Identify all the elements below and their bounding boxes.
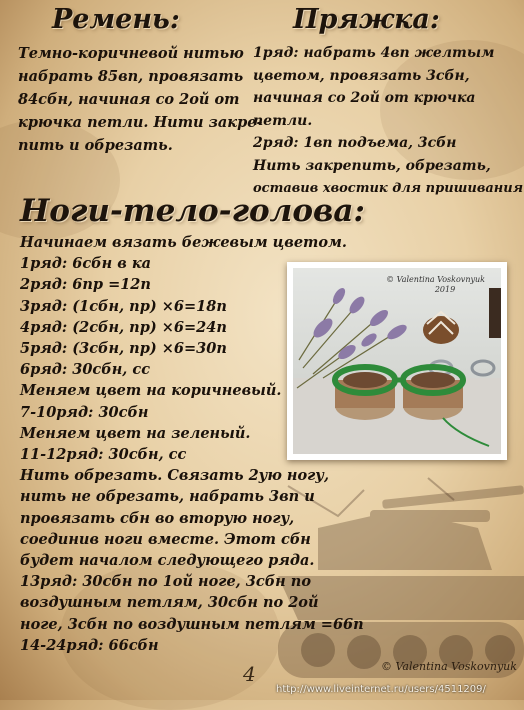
legs-line: нить не обрезать, набрать 3вп и [20, 488, 315, 506]
legs-line: 4ряд: (2сбн, пр) ×6=24п [20, 318, 227, 336]
legs-line: 2ряд: 6пр =12п [20, 276, 151, 294]
strap-instructions [18, 42, 262, 157]
legs-line: ноге, 3сбн по воздушным петлям =66п [20, 615, 364, 633]
legs-line: Меняем цвет на коричневый. [20, 382, 282, 400]
legs-line: 6ряд: 30сбн, сс [20, 361, 151, 379]
legs-line: Начинаем вязать бежевым цветом. [20, 234, 347, 251]
legs-line: 1ряд: 6сбн в ка [20, 255, 152, 273]
source-url: http://www.liveinternet.ru/users/4511209/ [276, 684, 486, 695]
legs-line: 7-10ряд: 30сбн [20, 403, 149, 421]
strap-line: пить и обрезать. [18, 137, 173, 154]
legs-line: провязать сбн во вторую ногу, [20, 509, 295, 527]
buckle-line: цветом, провязать 3сбн, [253, 67, 470, 84]
legs-line: воздушным петлям, 30сбн по 2ой [20, 594, 319, 612]
legs-line: 13ряд: 30сбн по 1ой ноге, 3сбн по [20, 573, 311, 591]
legs-body-head-heading: Ноги-тело-голова: [20, 193, 365, 229]
legs-line: Меняем цвет на зеленый. [20, 424, 251, 442]
strap-line: крючка петли. Нити закре- [18, 114, 263, 131]
buckle-line: начиная со 2ой от крючка [253, 90, 476, 107]
legs-line: 14-24ряд: 66сбн [20, 636, 159, 654]
buckle-line: Нить закрепить, обрезать, [253, 157, 491, 174]
page-number: 4 [243, 662, 256, 686]
buckle-line: 2ряд: 1вп подъема, 3сбн [253, 135, 457, 152]
photo-scene [293, 268, 501, 454]
strap-heading: Ремень: [52, 4, 180, 35]
buckle-line: петли. [253, 112, 313, 129]
legs-line: соединив ноги вместе. Этот сбн [20, 530, 311, 548]
buckle-line: оставив хвостик для пришивания [253, 180, 524, 196]
photo-watermark-year: 2019 [434, 285, 456, 294]
legs-line: будет началом следующего ряда. [20, 552, 315, 570]
strap-line: набрать 85вп, провязать [18, 68, 244, 85]
buckle-line: 1ряд: набрать 4вп желтым [253, 45, 495, 61]
crochet-legs-photo [287, 262, 507, 460]
photo-watermark-name: © Valentina Voskovnyuk [386, 275, 485, 284]
footer-credit: © Valentina Voskovnyuk [381, 660, 517, 673]
legs-line: 3ряд: (1сбн, пр) ×6=18п [20, 297, 227, 315]
legs-line: Нить обрезать. Связать 2ую ногу, [20, 467, 330, 485]
strap-line: Темно-коричневой нитью [18, 45, 244, 62]
buckle-heading: Пряжка: [293, 4, 440, 35]
legs-line: 5ряд: (3сбн, пр) ×6=30п [20, 340, 227, 358]
legs-line: 11-12ряд: 30сбн, сс [20, 446, 187, 464]
buckle-instructions [253, 42, 523, 200]
strap-line: 84сбн, начиная со 2ой от [18, 91, 240, 108]
